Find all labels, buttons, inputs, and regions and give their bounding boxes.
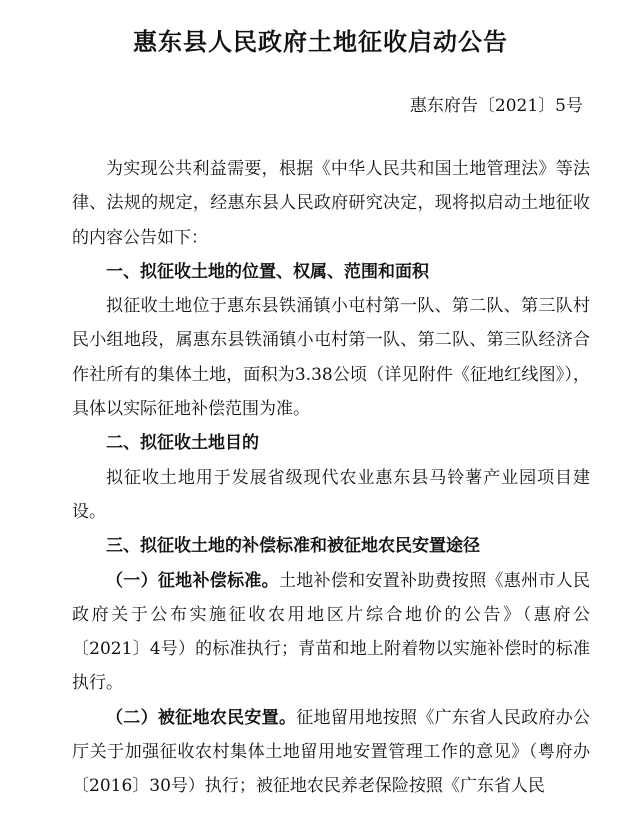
intro-paragraph: 为实现公共利益需要，根据《中华人民共和国土地管理法》等法律、法规的规定，经惠东县人民政府研究决定，现将拟启动土地征收的内容公告如下： bbox=[72, 159, 590, 248]
section-1-heading: 一、拟征收土地的位置、权属、范围和面积 bbox=[106, 261, 429, 282]
document-title: 惠东县人民政府土地征收启动公告 bbox=[133, 27, 508, 56]
section-2-heading: 二、拟征收土地目的 bbox=[106, 433, 259, 454]
section-2-paragraph: 拟征收土地用于发展省级现代农业惠东县马铃薯产业园项目建设。 bbox=[72, 467, 590, 522]
section-3-item-2 bbox=[72, 701, 590, 804]
item-1-text: 土地补偿和安置补助费按照《惠州市人民政府关于公布实施征收农用地区片综合地价的公告》（惠府公〔2021〕4号）的标准执行；青苗和地上附着物以实施补偿时的标准执行。 bbox=[72, 570, 591, 694]
section-3-item-1 bbox=[72, 564, 590, 701]
item-2-lead: （二）被征地农民安置。 bbox=[106, 707, 297, 728]
document-body bbox=[72, 152, 590, 804]
document-number: 惠东府告〔2021〕5号 bbox=[409, 96, 583, 116]
section-3-heading: 三、拟征收土地的补偿标准和被征地农民安置途径 bbox=[106, 536, 480, 557]
item-1-lead: （一）征地补偿标准。 bbox=[106, 570, 279, 591]
item-2-text: 征地留用地按照《广东省人民政府办公厅关于加强征收农村集体土地留用地安置管理工作的意见》（粤府办〔2016〕30号）执行；被征地农民养老保险按照《广东省人民 bbox=[72, 707, 591, 797]
section-1-paragraph: 拟征收土地位于惠东县铁涌镇小屯村第一队、第二队、第三队村民小组地段，属惠东县铁涌镇小屯村第一队、第二队、第三队经济合作社所有的集体土地，面积为3.38公顷（详见附件《征地红线图》），具体以实际征地补偿范围为准。 bbox=[72, 296, 590, 420]
